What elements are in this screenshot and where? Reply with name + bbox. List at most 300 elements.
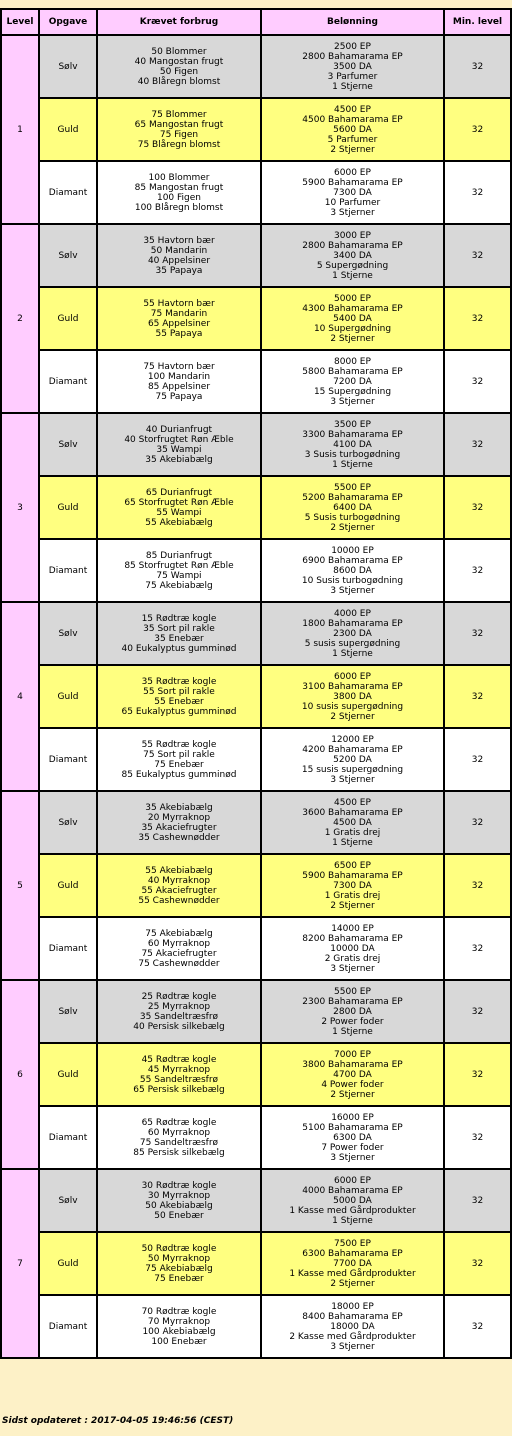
required-line: 55 Cashewnødder: [138, 895, 220, 906]
required-line: 70 Rødtræ kogle: [141, 1306, 217, 1317]
required-line: 40 Durianfrugt: [145, 424, 213, 435]
required-line: 35 Wampi: [156, 444, 202, 455]
task-cell: Guld: [39, 98, 97, 161]
reward-cell: [261, 980, 444, 1043]
reward-line: 5000 DA: [333, 1195, 372, 1206]
reward-line: 2800 DA: [333, 1006, 372, 1017]
reward-line: 5500 EP: [334, 986, 371, 997]
task-cell: Diamant: [39, 1106, 97, 1169]
required-line: 100 Mandarin: [147, 371, 211, 382]
required-line: 30 Myrraknop: [147, 1190, 211, 1201]
reward-line: 10 susis supergødning: [301, 701, 404, 712]
required-line: 75 Sandeltræsfrø: [139, 1137, 219, 1148]
min-level-cell: 32: [444, 224, 511, 287]
min-level-cell: 32: [444, 854, 511, 917]
required-line: 40 Appelsiner: [147, 255, 211, 266]
reward-line: 8400 Bahamarama EP: [302, 1311, 403, 1322]
required-line: 35 Havtorn bær: [143, 235, 215, 246]
reward-line: 10000 EP: [331, 545, 374, 556]
reward-line: 3800 DA: [333, 691, 372, 702]
required-cell: [97, 791, 261, 854]
reward-line: 2300 Bahamarama EP: [302, 996, 403, 1007]
task-cell: Sølv: [39, 980, 97, 1043]
task-cell: Diamant: [39, 1295, 97, 1358]
reward-line: 3100 Bahamarama EP: [302, 681, 403, 692]
reward-cell: [261, 224, 444, 287]
required-line: 50 Mandarin: [150, 245, 208, 256]
reward-line: 5 Supergødning: [316, 260, 389, 271]
reward-line: 6300 Bahamarama EP: [302, 1248, 403, 1259]
reward-line: 1 Kasse med Gårdprodukter: [289, 1205, 416, 1216]
required-line: 35 Akebiabælg: [145, 802, 213, 813]
required-line: 40 Myrraknop: [147, 875, 211, 886]
required-line: 100 Figen: [156, 192, 201, 203]
required-line: 75 Akaciefrugter: [141, 948, 217, 959]
required-line: 35 Akebiabælg: [145, 454, 213, 465]
min-level-cell: 32: [444, 791, 511, 854]
reward-line: 18000 EP: [331, 1301, 374, 1312]
required-line: 35 Sandeltræsfrø: [139, 1011, 219, 1022]
level-cell: 3: [1, 413, 39, 602]
table-row: [1, 728, 511, 791]
reward-line: 1 Stjerne: [332, 81, 373, 92]
reward-line: 5500 EP: [334, 482, 371, 493]
reward-cell: [261, 1232, 444, 1295]
reward-cell: [261, 1106, 444, 1169]
required-line: 40 Blåregn blomst: [137, 76, 221, 87]
reward-line: 1 Gratis drej: [324, 827, 381, 838]
reward-line: 2500 EP: [334, 41, 371, 52]
level-cell: 5: [1, 791, 39, 980]
table-row: [1, 665, 511, 728]
min-level-cell: 32: [444, 1295, 511, 1358]
table-row: [1, 1169, 511, 1232]
required-line: 40 Persisk silkebælg: [133, 1021, 225, 1032]
table-row: [1, 1106, 511, 1169]
required-cell: [97, 602, 261, 665]
required-line: 40 Storfrugtet Røn Æble: [124, 434, 234, 445]
required-line: 35 Rødtræ kogle: [141, 676, 217, 687]
required-cell: [97, 1043, 261, 1106]
reward-line: 3800 Bahamarama EP: [302, 1059, 403, 1070]
required-line: 65 Appelsiner: [147, 318, 211, 329]
min-level-cell: 32: [444, 665, 511, 728]
reward-cell: [261, 35, 444, 98]
reward-line: 3 Stjerner: [330, 963, 375, 974]
level-cell: 1: [1, 35, 39, 224]
reward-line: 4500 EP: [334, 104, 371, 115]
level-cell: 2: [1, 224, 39, 413]
required-line: 35 Akaciefrugter: [141, 822, 217, 833]
reward-line: 2800 Bahamarama EP: [302, 51, 403, 62]
header-min-level: Min. level: [444, 9, 511, 35]
reward-line: 3 Stjerner: [330, 585, 375, 596]
reward-line: 1 Stjerne: [332, 1026, 373, 1037]
min-level-cell: 32: [444, 98, 511, 161]
required-line: 65 Persisk silkebælg: [133, 1084, 225, 1095]
reward-line: 5200 DA: [333, 754, 372, 765]
reward-line: 10 Susis turbogødning: [301, 575, 404, 586]
reward-line: 6400 DA: [333, 502, 372, 513]
reward-line: 4 Power foder: [321, 1079, 384, 1090]
required-line: 100 Blåregn blomst: [134, 202, 224, 213]
table-row: [1, 224, 511, 287]
required-line: 25 Rødtræ kogle: [141, 991, 217, 1002]
required-line: 35 Cashewnødder: [138, 832, 220, 843]
level-cell: 4: [1, 602, 39, 791]
reward-line: 15 susis supergødning: [301, 764, 404, 775]
required-line: 75 Wampi: [156, 570, 202, 581]
reward-cell: [261, 602, 444, 665]
min-level-cell: 32: [444, 476, 511, 539]
task-cell: Sølv: [39, 1169, 97, 1232]
header-row: [1, 9, 511, 35]
reward-line: 2 Stjerner: [330, 522, 375, 533]
required-line: 35 Sort pil rakle: [143, 623, 215, 634]
reward-line: 3300 Bahamarama EP: [302, 429, 403, 440]
min-level-cell: 32: [444, 413, 511, 476]
table-row: [1, 1043, 511, 1106]
required-cell: [97, 476, 261, 539]
reward-cell: [261, 1043, 444, 1106]
reward-line: 4500 Bahamarama EP: [302, 114, 403, 125]
required-line: 20 Myrraknop: [147, 812, 211, 823]
required-line: 30 Rødtræ kogle: [141, 1180, 217, 1191]
required-line: 65 Rødtræ kogle: [141, 1117, 217, 1128]
required-line: 35 Enebær: [154, 633, 204, 644]
required-line: 75 Papaya: [155, 391, 203, 402]
required-line: 85 Eukalyptus gumminød: [121, 769, 237, 780]
required-line: 75 Enebær: [154, 759, 204, 770]
reward-line: 7500 EP: [334, 1238, 371, 1249]
required-line: 65 Storfrugtet Røn Æble: [124, 497, 234, 508]
table-row: [1, 1232, 511, 1295]
reward-line: 4100 DA: [333, 439, 372, 450]
required-line: 55 Sort pil rakle: [143, 686, 215, 697]
reward-line: 1 Stjerne: [332, 1215, 373, 1226]
required-line: 55 Havtorn bær: [143, 298, 215, 309]
required-cell: [97, 161, 261, 224]
reward-line: 4000 EP: [334, 608, 371, 619]
reward-cell: [261, 728, 444, 791]
task-cell: Sølv: [39, 791, 97, 854]
required-line: 85 Durianfrugt: [145, 550, 213, 561]
required-line: 60 Myrraknop: [147, 938, 211, 949]
required-line: 75 Enebær: [154, 1273, 204, 1284]
reward-cell: [261, 1295, 444, 1358]
required-line: 55 Sandeltræsfrø: [139, 1074, 219, 1085]
min-level-cell: 32: [444, 980, 511, 1043]
table-row: [1, 539, 511, 602]
reward-line: 3 Susis turbogødning: [304, 449, 401, 460]
header-required: Krævet forbrug: [97, 9, 261, 35]
min-level-cell: 32: [444, 602, 511, 665]
task-cell: Diamant: [39, 728, 97, 791]
min-level-cell: 32: [444, 1232, 511, 1295]
required-cell: [97, 728, 261, 791]
reward-line: 1 Gratis drej: [324, 890, 381, 901]
reward-line: 3600 Bahamarama EP: [302, 807, 403, 818]
reward-cell: [261, 665, 444, 728]
required-cell: [97, 854, 261, 917]
reward-cell: [261, 161, 444, 224]
reward-line: 3 Parfumer: [327, 71, 378, 82]
required-line: 55 Akebiabælg: [145, 517, 213, 528]
reward-line: 5900 Bahamarama EP: [302, 177, 403, 188]
reward-line: 4200 Bahamarama EP: [302, 744, 403, 755]
required-cell: [97, 1169, 261, 1232]
reward-line: 5600 DA: [333, 124, 372, 135]
required-line: 75 Figen: [159, 129, 199, 140]
table-row: [1, 1295, 511, 1358]
reward-line: 1 Stjerne: [332, 459, 373, 470]
reward-line: 5900 Bahamarama EP: [302, 870, 403, 881]
required-cell: [97, 1106, 261, 1169]
reward-line: 2 Stjerner: [330, 711, 375, 722]
min-level-cell: 32: [444, 917, 511, 980]
required-line: 75 Blommer: [151, 109, 207, 120]
min-level-cell: 32: [444, 35, 511, 98]
reward-line: 3500 DA: [333, 61, 372, 72]
reward-line: 2 Power foder: [321, 1016, 384, 1027]
required-line: 55 Akaciefrugter: [141, 885, 217, 896]
required-line: 45 Myrraknop: [147, 1064, 211, 1075]
required-cell: [97, 1295, 261, 1358]
reward-line: 3 Stjerner: [330, 1152, 375, 1163]
required-line: 50 Akebiabælg: [145, 1200, 213, 1211]
reward-cell: [261, 350, 444, 413]
reward-line: 7300 DA: [333, 880, 372, 891]
reward-cell: [261, 413, 444, 476]
reward-line: 1 Stjerne: [332, 837, 373, 848]
required-line: 75 Sort pil rakle: [143, 749, 215, 760]
table-row: [1, 980, 511, 1043]
table-body: [1, 35, 511, 1358]
reward-line: 1800 Bahamarama EP: [302, 618, 403, 629]
reward-line: 2 Stjerner: [330, 144, 375, 155]
reward-line: 8200 Bahamarama EP: [302, 933, 403, 944]
reward-line: 10 Parfumer: [324, 197, 381, 208]
reward-line: 2 Stjerner: [330, 1089, 375, 1100]
reward-line: 6300 DA: [333, 1132, 372, 1143]
table-row: [1, 602, 511, 665]
reward-line: 2800 Bahamarama EP: [302, 240, 403, 251]
task-cell: Diamant: [39, 917, 97, 980]
required-cell: [97, 539, 261, 602]
required-cell: [97, 980, 261, 1043]
required-cell: [97, 35, 261, 98]
min-level-cell: 32: [444, 287, 511, 350]
reward-line: 5 Susis turbogødning: [304, 512, 401, 523]
reward-line: 7300 DA: [333, 187, 372, 198]
reward-line: 16000 EP: [331, 1112, 374, 1123]
reward-line: 10000 DA: [330, 943, 375, 954]
required-cell: [97, 413, 261, 476]
reward-line: 5200 Bahamarama EP: [302, 492, 403, 503]
reward-line: 6500 EP: [334, 860, 371, 871]
header-task: Opgave: [39, 9, 97, 35]
required-line: 65 Mangostan frugt: [134, 119, 224, 130]
reward-line: 7000 EP: [334, 1049, 371, 1060]
required-line: 55 Enebær: [154, 696, 204, 707]
task-cell: Guld: [39, 665, 97, 728]
task-cell: Diamant: [39, 539, 97, 602]
required-line: 60 Myrraknop: [147, 1127, 211, 1138]
reward-cell: [261, 287, 444, 350]
reward-line: 8000 EP: [334, 356, 371, 367]
reward-line: 12000 EP: [331, 734, 374, 745]
reward-line: 4500 DA: [333, 817, 372, 828]
required-line: 45 Rødtræ kogle: [141, 1054, 217, 1065]
min-level-cell: 32: [444, 350, 511, 413]
table-row: [1, 413, 511, 476]
min-level-cell: 32: [444, 1043, 511, 1106]
reward-cell: [261, 1169, 444, 1232]
reward-line: 5 susis supergødning: [304, 638, 401, 649]
reward-line: 4300 Bahamarama EP: [302, 303, 403, 314]
required-line: 35 Papaya: [155, 265, 203, 276]
required-line: 65 Durianfrugt: [145, 487, 213, 498]
reward-line: 1 Stjerne: [332, 648, 373, 659]
task-cell: Sølv: [39, 602, 97, 665]
reward-line: 6000 EP: [334, 1175, 371, 1186]
table-row: [1, 917, 511, 980]
reward-line: 3400 DA: [333, 250, 372, 261]
required-line: 25 Myrraknop: [147, 1001, 211, 1012]
table-row: [1, 287, 511, 350]
level-cell: 6: [1, 980, 39, 1169]
reward-line: 7 Power foder: [321, 1142, 384, 1153]
required-line: 55 Wampi: [156, 507, 202, 518]
reward-line: 3 Stjerner: [330, 774, 375, 785]
required-line: 100 Blommer: [148, 172, 210, 183]
required-cell: [97, 224, 261, 287]
task-cell: Guld: [39, 854, 97, 917]
table-row: [1, 98, 511, 161]
reward-line: 5000 EP: [334, 293, 371, 304]
required-line: 85 Mangostan frugt: [134, 182, 224, 193]
reward-cell: [261, 476, 444, 539]
reward-line: 6000 EP: [334, 671, 371, 682]
required-cell: [97, 350, 261, 413]
reward-line: 2 Stjerner: [330, 900, 375, 911]
reward-line: 8600 DA: [333, 565, 372, 576]
required-line: 75 Akebiabælg: [145, 1263, 213, 1274]
reward-cell: [261, 539, 444, 602]
reward-line: 6000 EP: [334, 167, 371, 178]
reward-line: 7700 DA: [333, 1258, 372, 1269]
min-level-cell: 32: [444, 1169, 511, 1232]
header-reward: Belønning: [261, 9, 444, 35]
table-row: [1, 791, 511, 854]
required-line: 50 Figen: [159, 66, 199, 77]
reward-line: 2 Gratis drej: [324, 953, 381, 964]
reward-cell: [261, 98, 444, 161]
required-cell: [97, 665, 261, 728]
required-line: 70 Myrraknop: [147, 1316, 211, 1327]
task-cell: Diamant: [39, 350, 97, 413]
required-line: 75 Havtorn bær: [143, 361, 215, 372]
reward-line: 3 Stjerner: [330, 396, 375, 407]
reward-line: 3000 EP: [334, 230, 371, 241]
required-line: 85 Storfrugtet Røn Æble: [124, 560, 234, 571]
required-line: 55 Akebiabælg: [145, 865, 213, 876]
task-cell: Guld: [39, 287, 97, 350]
reward-line: 1 Kasse med Gårdprodukter: [289, 1268, 416, 1279]
reward-line: 2 Kasse med Gårdprodukter: [289, 1331, 416, 1342]
reward-line: 4700 DA: [333, 1069, 372, 1080]
task-cell: Sølv: [39, 413, 97, 476]
table-row: [1, 35, 511, 98]
reward-line: 5400 DA: [333, 313, 372, 324]
required-cell: [97, 1232, 261, 1295]
required-line: 75 Blåregn blomst: [137, 139, 221, 150]
table-row: [1, 476, 511, 539]
reward-line: 4500 EP: [334, 797, 371, 808]
required-line: 85 Persisk silkebælg: [133, 1147, 225, 1158]
min-level-cell: 32: [444, 161, 511, 224]
task-cell: Guld: [39, 1043, 97, 1106]
required-line: 75 Akebiabælg: [145, 928, 213, 939]
task-cell: Guld: [39, 1232, 97, 1295]
required-line: 50 Enebær: [154, 1210, 204, 1221]
reward-cell: [261, 854, 444, 917]
reward-line: 14000 EP: [331, 923, 374, 934]
required-line: 55 Rødtræ kogle: [141, 739, 217, 750]
required-line: 75 Cashewnødder: [138, 958, 220, 969]
reward-line: 18000 DA: [330, 1321, 375, 1332]
reward-line: 3500 EP: [334, 419, 371, 430]
reward-line: 3 Stjerner: [330, 1341, 375, 1352]
task-cell: Guld: [39, 476, 97, 539]
table-row: [1, 161, 511, 224]
reward-line: 6900 Bahamarama EP: [302, 555, 403, 566]
reward-line: 7200 DA: [333, 376, 372, 387]
table-row: [1, 350, 511, 413]
last-updated: Sidst opdateret : 2017-04-05 19:46:56 (CEST): [2, 1416, 234, 1426]
min-level-cell: 32: [444, 539, 511, 602]
required-line: 85 Appelsiner: [147, 381, 211, 392]
required-line: 75 Akebiabælg: [145, 580, 213, 591]
task-cell: Sølv: [39, 224, 97, 287]
min-level-cell: 32: [444, 728, 511, 791]
reward-cell: [261, 791, 444, 854]
required-line: 75 Mandarin: [150, 308, 208, 319]
reward-line: 2 Stjerner: [330, 1278, 375, 1289]
table-row: [1, 854, 511, 917]
required-cell: [97, 98, 261, 161]
task-cell: Diamant: [39, 161, 97, 224]
required-cell: [97, 917, 261, 980]
reward-line: 2 Stjerner: [330, 333, 375, 344]
required-line: 100 Enebær: [151, 1336, 207, 1347]
reward-line: 2300 DA: [333, 628, 372, 639]
required-line: 50 Myrraknop: [147, 1253, 211, 1264]
reward-cell: [261, 917, 444, 980]
rewards-table: [0, 8, 512, 1359]
required-line: 65 Eukalyptus gumminød: [121, 706, 237, 717]
required-line: 15 Rødtræ kogle: [141, 613, 217, 624]
reward-line: 5100 Bahamarama EP: [302, 1122, 403, 1133]
reward-line: 3 Stjerner: [330, 207, 375, 218]
header-level: Level: [1, 9, 39, 35]
level-cell: 7: [1, 1169, 39, 1358]
required-line: 55 Papaya: [155, 328, 203, 339]
reward-line: 5800 Bahamarama EP: [302, 366, 403, 377]
reward-line: 4000 Bahamarama EP: [302, 1185, 403, 1196]
required-line: 50 Rødtræ kogle: [141, 1243, 217, 1254]
required-line: 40 Eukalyptus gumminød: [121, 643, 237, 654]
